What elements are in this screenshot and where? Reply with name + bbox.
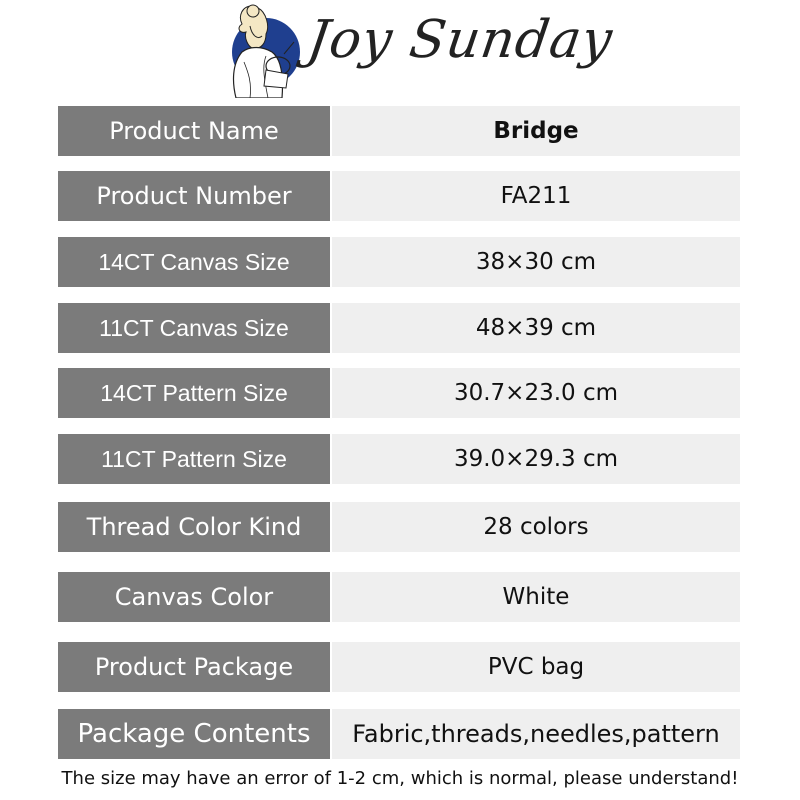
brand-name: Joy Sunday bbox=[303, 10, 617, 70]
spec-value: Fabric,threads,needles,pattern bbox=[332, 709, 740, 759]
size-disclaimer: The size may have an error of 1-2 cm, which is normal, please understand! bbox=[61, 768, 739, 789]
spec-row-14ct-pattern-size bbox=[58, 368, 740, 418]
spec-label: Thread Color Kind bbox=[58, 502, 330, 552]
spec-value: 28 colors bbox=[332, 502, 740, 552]
spec-row-product-package bbox=[58, 642, 740, 692]
spec-label: Product Package bbox=[58, 642, 330, 692]
spec-row-package-contents bbox=[58, 709, 740, 759]
spec-value: 30.7×23.0 cm bbox=[332, 368, 740, 418]
spec-value: 38×30 cm bbox=[332, 237, 740, 287]
spec-label: 11CT Pattern Size bbox=[58, 434, 330, 484]
spec-value: PVC bag bbox=[332, 642, 740, 692]
spec-row-canvas-color bbox=[58, 572, 740, 622]
spec-row-thread-color-kind bbox=[58, 502, 740, 552]
spec-row-11ct-pattern-size bbox=[58, 434, 740, 484]
spec-label: 14CT Canvas Size bbox=[58, 237, 330, 287]
spec-value: Bridge bbox=[332, 106, 740, 156]
spec-label: Canvas Color bbox=[58, 572, 330, 622]
spec-row-product-name bbox=[58, 106, 740, 156]
spec-row-14ct-canvas-size bbox=[58, 237, 740, 287]
spec-value: White bbox=[332, 572, 740, 622]
spec-row-product-number bbox=[58, 171, 740, 221]
spec-value: FA211 bbox=[332, 171, 740, 221]
spec-value: 39.0×29.3 cm bbox=[332, 434, 740, 484]
spec-label: Product Name bbox=[58, 106, 330, 156]
header bbox=[0, 0, 800, 100]
spec-label: Package Contents bbox=[58, 709, 330, 759]
spec-row-11ct-canvas-size bbox=[58, 303, 740, 353]
spec-label: 14CT Pattern Size bbox=[58, 368, 330, 418]
spec-label: 11CT Canvas Size bbox=[58, 303, 330, 353]
spec-label: Product Number bbox=[58, 171, 330, 221]
woman-embroidering-logo-icon bbox=[222, 2, 302, 98]
spec-value: 48×39 cm bbox=[332, 303, 740, 353]
